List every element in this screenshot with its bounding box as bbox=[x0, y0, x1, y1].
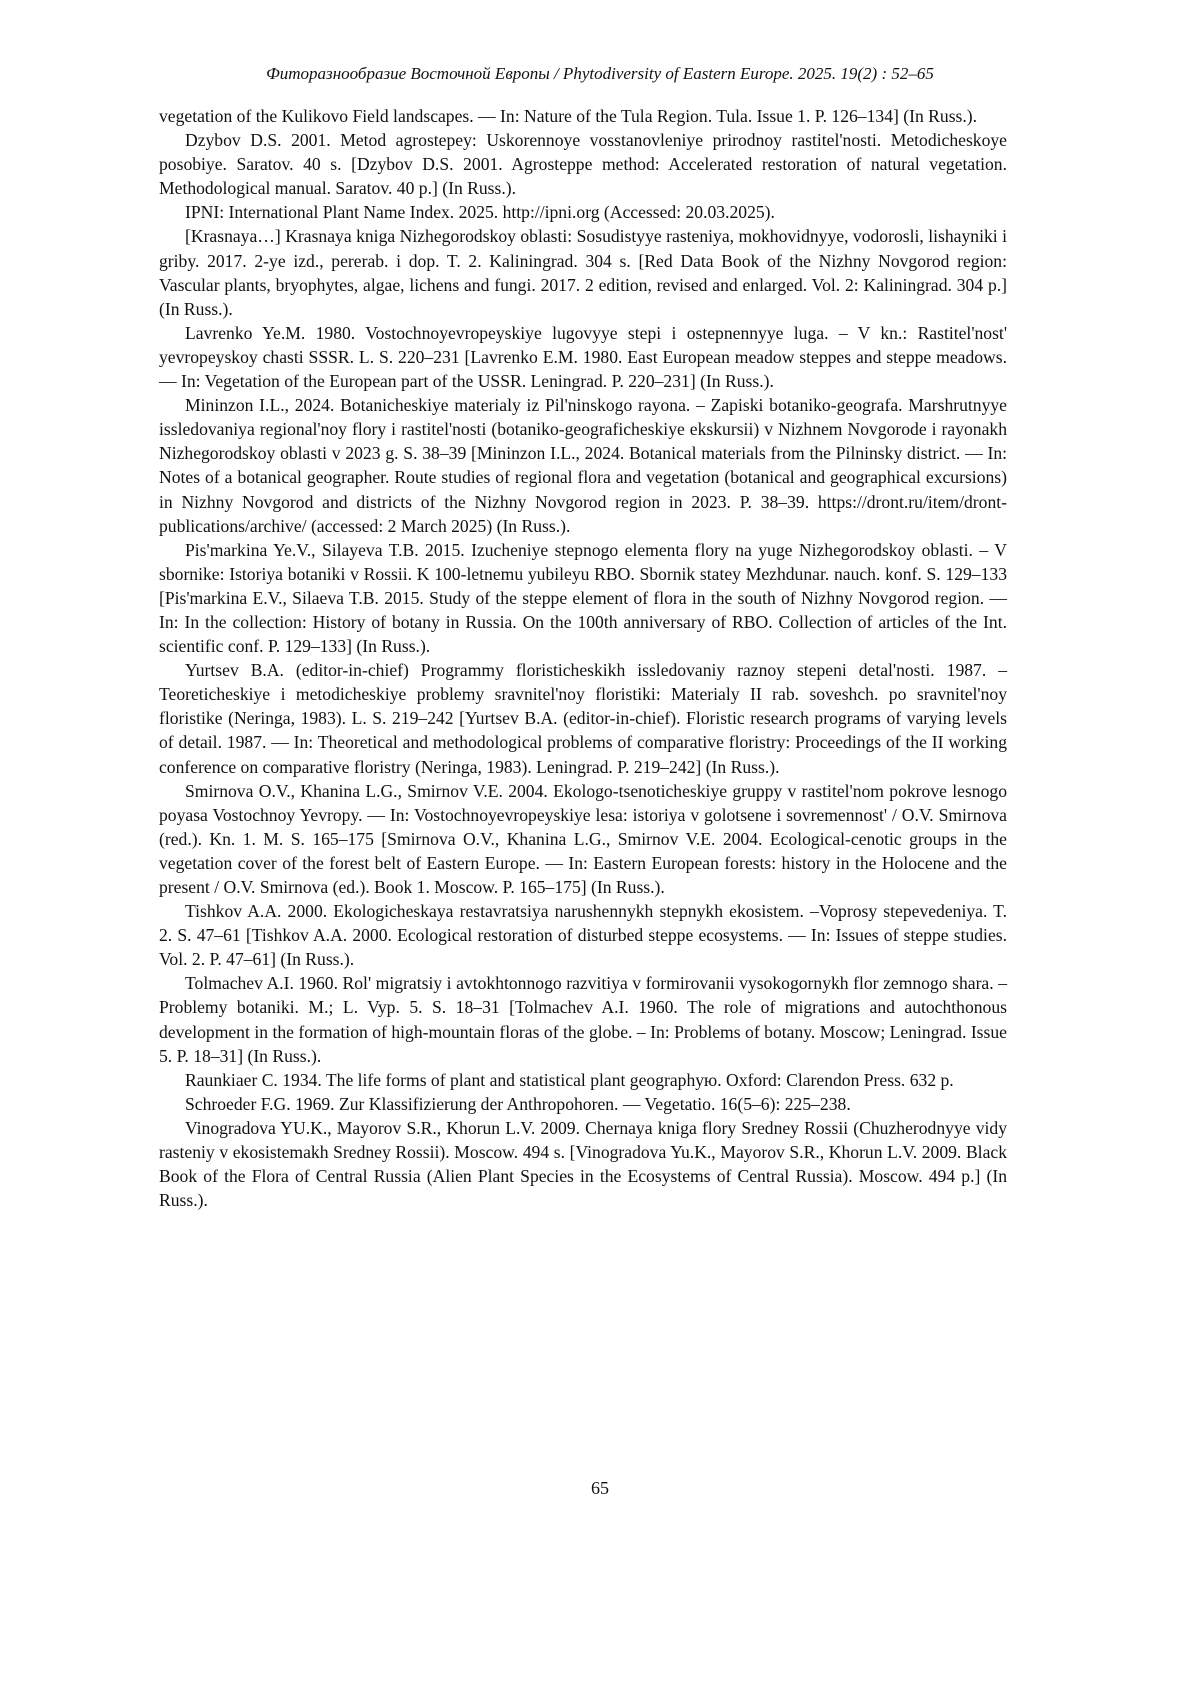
reference-item: Schroeder F.G. 1969. Zur Klassifizierung der Anthropohoren. — Vegetatio. 16(5–6): 225–238. bbox=[185, 1093, 851, 1114]
reference-item: Lavrenko Ye.M. 1980. Vostochnoyevropeyskiye lugovyye stepi i ostepnennyye luga. – V kn.: Rastitel'nost' yevropeyskoy chasti SSSR. L. S. 220–231 [Lavrenko E.M. 1980. East European meadow steppes and steppe meadows. — In: Vegetation of the European part of the USSR. Leningrad. P. 220–231] (In Russ.). bbox=[159, 322, 1007, 392]
reference-item: Tolmachev A.I. 1960. Rol' migratsiy i avtokhtonnogo razvitiya v formirovanii vysokogornykh flor zemnogo shara. – Problemy botaniki. M.; L. Vyp. 5. S. 18–31 [Tolmachev A.I. 1960. The role of migrations and autochthonous development in the formation of high-mountain floras of the globe. – In: Problems of botany. Moscow; Leningrad. Issue 5. P. 18–31] (In Russ.). bbox=[159, 973, 1007, 1066]
reference-continuation: vegetation of the Kulikovo Field landscapes. — In: Nature of the Tula Region. Tula. Issue 1. P. 126–134] (In Russ.). bbox=[159, 106, 978, 126]
reference-item: IPNI: International Plant Name Index. 2025. http://ipni.org (Accessed: 20.03.2025). bbox=[185, 202, 775, 223]
reference-item: Dzybov D.S. 2001. Metod agrostepey: Uskorennoye vosstanovleniye prirodnoy rastitel'nosti. Metodicheskoye posobiye. Saratov. 40 s. [Dzybov D.S. 2001. Agrosteppe method: Accelerated restoration of natural vegetation. Methodological manual. Saratov. 40 p.] (In Russ.). bbox=[159, 130, 1007, 199]
reference-item: Raunkiaer C. 1934. The life forms of plant and statistical plant geographyю. Oxford: Clarendon Press. 632 p. bbox=[185, 1069, 954, 1090]
running-header: Фиторазнообразие Восточной Европы / Phytodiversity of Eastern Europe. 2025. 19(2) : 52–65 bbox=[266, 64, 934, 83]
reference-item: Pis'markina Ye.V., Silayeva T.B. 2015. Izucheniye stepnogo elementa flory na yuge Nizhegorodskoy oblasti. – V sbornike: Istoriya botaniki v Rossii. K 100-letnemu yubileyu RBO. Sbornik statey Mezhdunar. nauch. konf. S. 129–133 [Pis'markina E.V., Silaeva T.B. 2015. Study of the steppe element of flora in the south of Nizhny Novgorod region. — In: In the collection: History of botany in Russia. On the 100th anniversary of RBO. Collection of articles of the Int. scientific conf. P. 129–133] (In Russ.). bbox=[159, 539, 1007, 657]
reference-item: [Krasnaya…] Krasnaya kniga Nizhegorodskoy oblasti: Sosudistyye rasteniya, mokhovidnyye, vodorosli, lishayniki i griby. 2017. 2-ye izd., pererab. i dop. T. 2. Kaliningrad. 304 s. [Red Data Book of the Nizhny Novgorod region: Vascular plants, bryophytes, algae, lichens and fungi. 2017. 2 edition, revised and enlarged. Vol. 2: Kaliningrad. 304 p.] (In Russ.). bbox=[159, 226, 1007, 319]
reference-item: Vinogradova YU.K., Mayorov S.R., Khorun L.V. 2009. Chernaya kniga flory Sredney Rossii (Chuzherodnyye vidy rasteniy v ekosistemakh Sredney Rossii). Moscow. 494 s. [Vinogradova Yu.K., Mayorov S.R., Khorun L.V. 2009. Black Book of the Flora of Central Russia (Alien Plant Species in the Ecosystems of Central Russia). Moscow. 494 p.] (In Russ.). bbox=[159, 1117, 1007, 1211]
reference-item: Tishkov A.A. 2000. Ekologicheskaya restavratsiya narushennykh stepnykh ekosistem. –Voprosy stepevedeniya. T. 2. S. 47–61 [Tishkov A.A. 2000. Ecological restoration of disturbed steppe ecosystems. — In: Issues of steppe studies. Vol. 2. P. 47–61] (In Russ.). bbox=[159, 901, 1007, 970]
reference-list bbox=[159, 104, 1007, 1212]
reference-item: Smirnova O.V., Khanina L.G., Smirnov V.E. 2004. Ekologo-tsenoticheskiye gruppy v rastitel'nom pokrove lesnogo poyasa Vostochnoy Yevropy. — In: Vostochnoyevropeyskiye lesa: istoriya v golotsene i sovremennost' / O.V. Smirnova (red.). Kn. 1. M. S. 165–175 [Smirnova O.V., Khanina L.G., Smirnov V.E. 2004. Ecological-cenotic groups in the vegetation cover of the forest belt of Eastern Europe. — In: Eastern European forests: history in the Holocene and the present / O.V. Smirnova (ed.). Book 1. Moscow. P. 165–175] (In Russ.). bbox=[159, 780, 1007, 897]
page-number: 65 bbox=[591, 1478, 609, 1498]
reference-item: Yurtsev B.A. (editor-in-chief) Programmy floristicheskikh issledovaniy raznoy stepeni detal'nosti. 1987. – Teoreticheskiye i metodicheskiye problemy sravnitel'noy floristiki: Materialy II rab. soveshch. po sravnitel'noy floristike (Neringa, 1983). L. S. 219–242 [Yurtsev B.A. (editor-in-chief). Floristic research programs of varying levels of detail. 1987. — In: Theoretical and methodological problems of comparative floristry: Proceedings of the II working conference on comparative floristry (Neringa, 1983). Leningrad. P. 219–242] (In Russ.). bbox=[159, 660, 1007, 777]
reference-item: Mininzon I.L., 2024. Botanicheskiye materialy iz Pil'ninskogo rayona. – Zapiski botaniko-geografa. Marshrutnyye issledovaniya regional'noy flory i rastitel'nosti (botaniko-geograficheskiye ekskursii) v Nizhnem Novgorode i rayonakh Nizhegorodskoy oblasti v 2023 g. S. 38–39 [Mininzon I.L., 2024. Botanical materials from the Pilninsky district. — In: Notes of a botanical geographer. Route studies of regional flora and vegetation (botanical and geographical excursions) in Nizhny Novgorod and districts of the Nizhny Novgorod region in 2023. P. 38–39. https://dront.ru/item/dront-publications/archive/ (accessed: 2 March 2025) (In Russ.). bbox=[159, 395, 1007, 536]
